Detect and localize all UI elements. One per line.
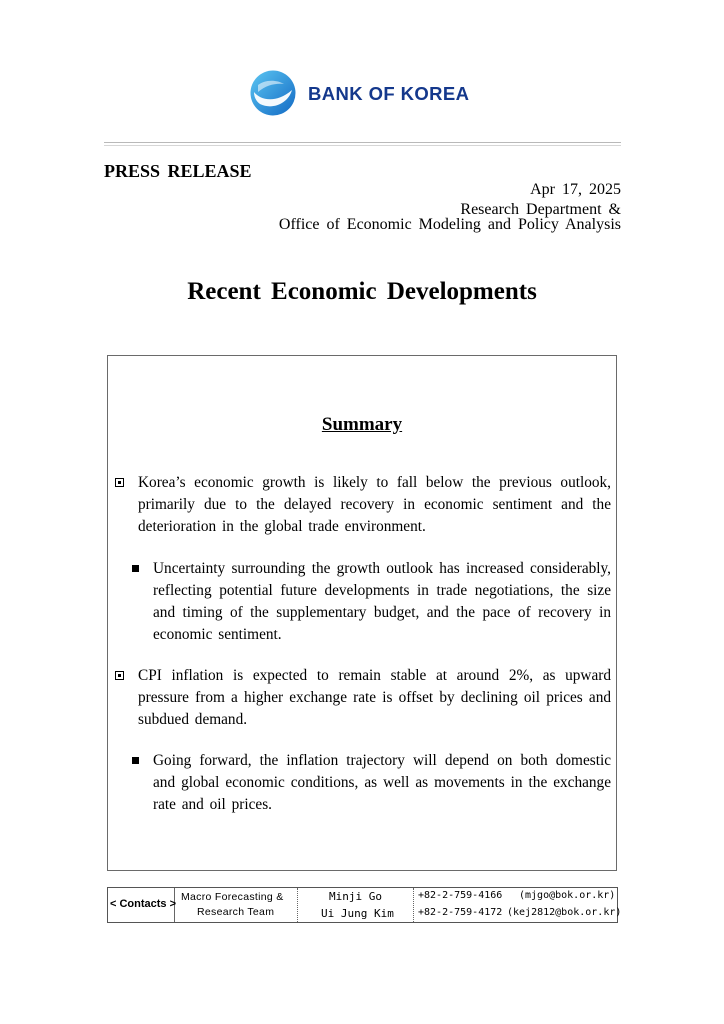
release-date: Apr 17, 2025: [530, 181, 621, 198]
contacts-table: [107, 887, 622, 923]
box-bullet-icon: [115, 478, 124, 487]
press-release-label: PRESS RELEASE: [104, 161, 252, 181]
contact-email-2[interactable]: (kej2812@bok.or.kr): [507, 907, 622, 918]
summary-heading: Summary: [321, 414, 403, 435]
department-name: Research Department &: [460, 201, 621, 218]
summary-subitem-1: Uncertainty surrounding the growth outlook has increased considerably, reflecting potential future developments in trade negotiations, the size and timing of the supplementary budget, and the pace of recovery in economic sentiment.: [153, 560, 611, 643]
bank-of-korea-logo: [250, 70, 480, 116]
summary-item-1: Korea’s economic growth is likely to fall below the previous outlook, primarily due to the delayed recovery in economic sentiment and the deterioration in the global trade environment.: [138, 474, 611, 535]
square-bullet-icon: [132, 757, 139, 764]
team-name-line2: Research Team: [197, 906, 275, 918]
contact-name-1: Minji Go: [329, 890, 382, 903]
contact-email-1[interactable]: (mjgo@bok.or.kr): [519, 890, 616, 901]
header-divider-secondary: [104, 145, 621, 146]
contacts-label: < Contacts >: [110, 898, 177, 910]
contact-phone-2: +82-2-759-4172: [418, 907, 503, 918]
document-title: Recent Economic Developments: [187, 278, 537, 305]
bank-logo-emblem-icon: [250, 70, 296, 116]
summary-item-2: CPI inflation is expected to remain stable at around 2%, as upward pressure from a higher exchange rate is offset by declining oil prices and subdued demand.: [138, 667, 611, 728]
header-divider: [104, 142, 621, 143]
contact-phone-1: +82-2-759-4166: [418, 890, 503, 901]
contact-name-2: Ui Jung Kim: [321, 907, 394, 920]
team-name-line1: Macro Forecasting &: [181, 891, 284, 903]
box-bullet-icon: [115, 671, 124, 680]
office-name: Office of Economic Modeling and Policy Analysis: [278, 216, 621, 233]
bank-name-logo-text: BANK OF KOREA: [308, 83, 470, 104]
summary-subitem-2: Going forward, the inflation trajectory will depend on both domestic and global economic conditions, as well as movements in the exchange rate and oil prices.: [153, 752, 611, 813]
square-bullet-icon: [132, 565, 139, 572]
